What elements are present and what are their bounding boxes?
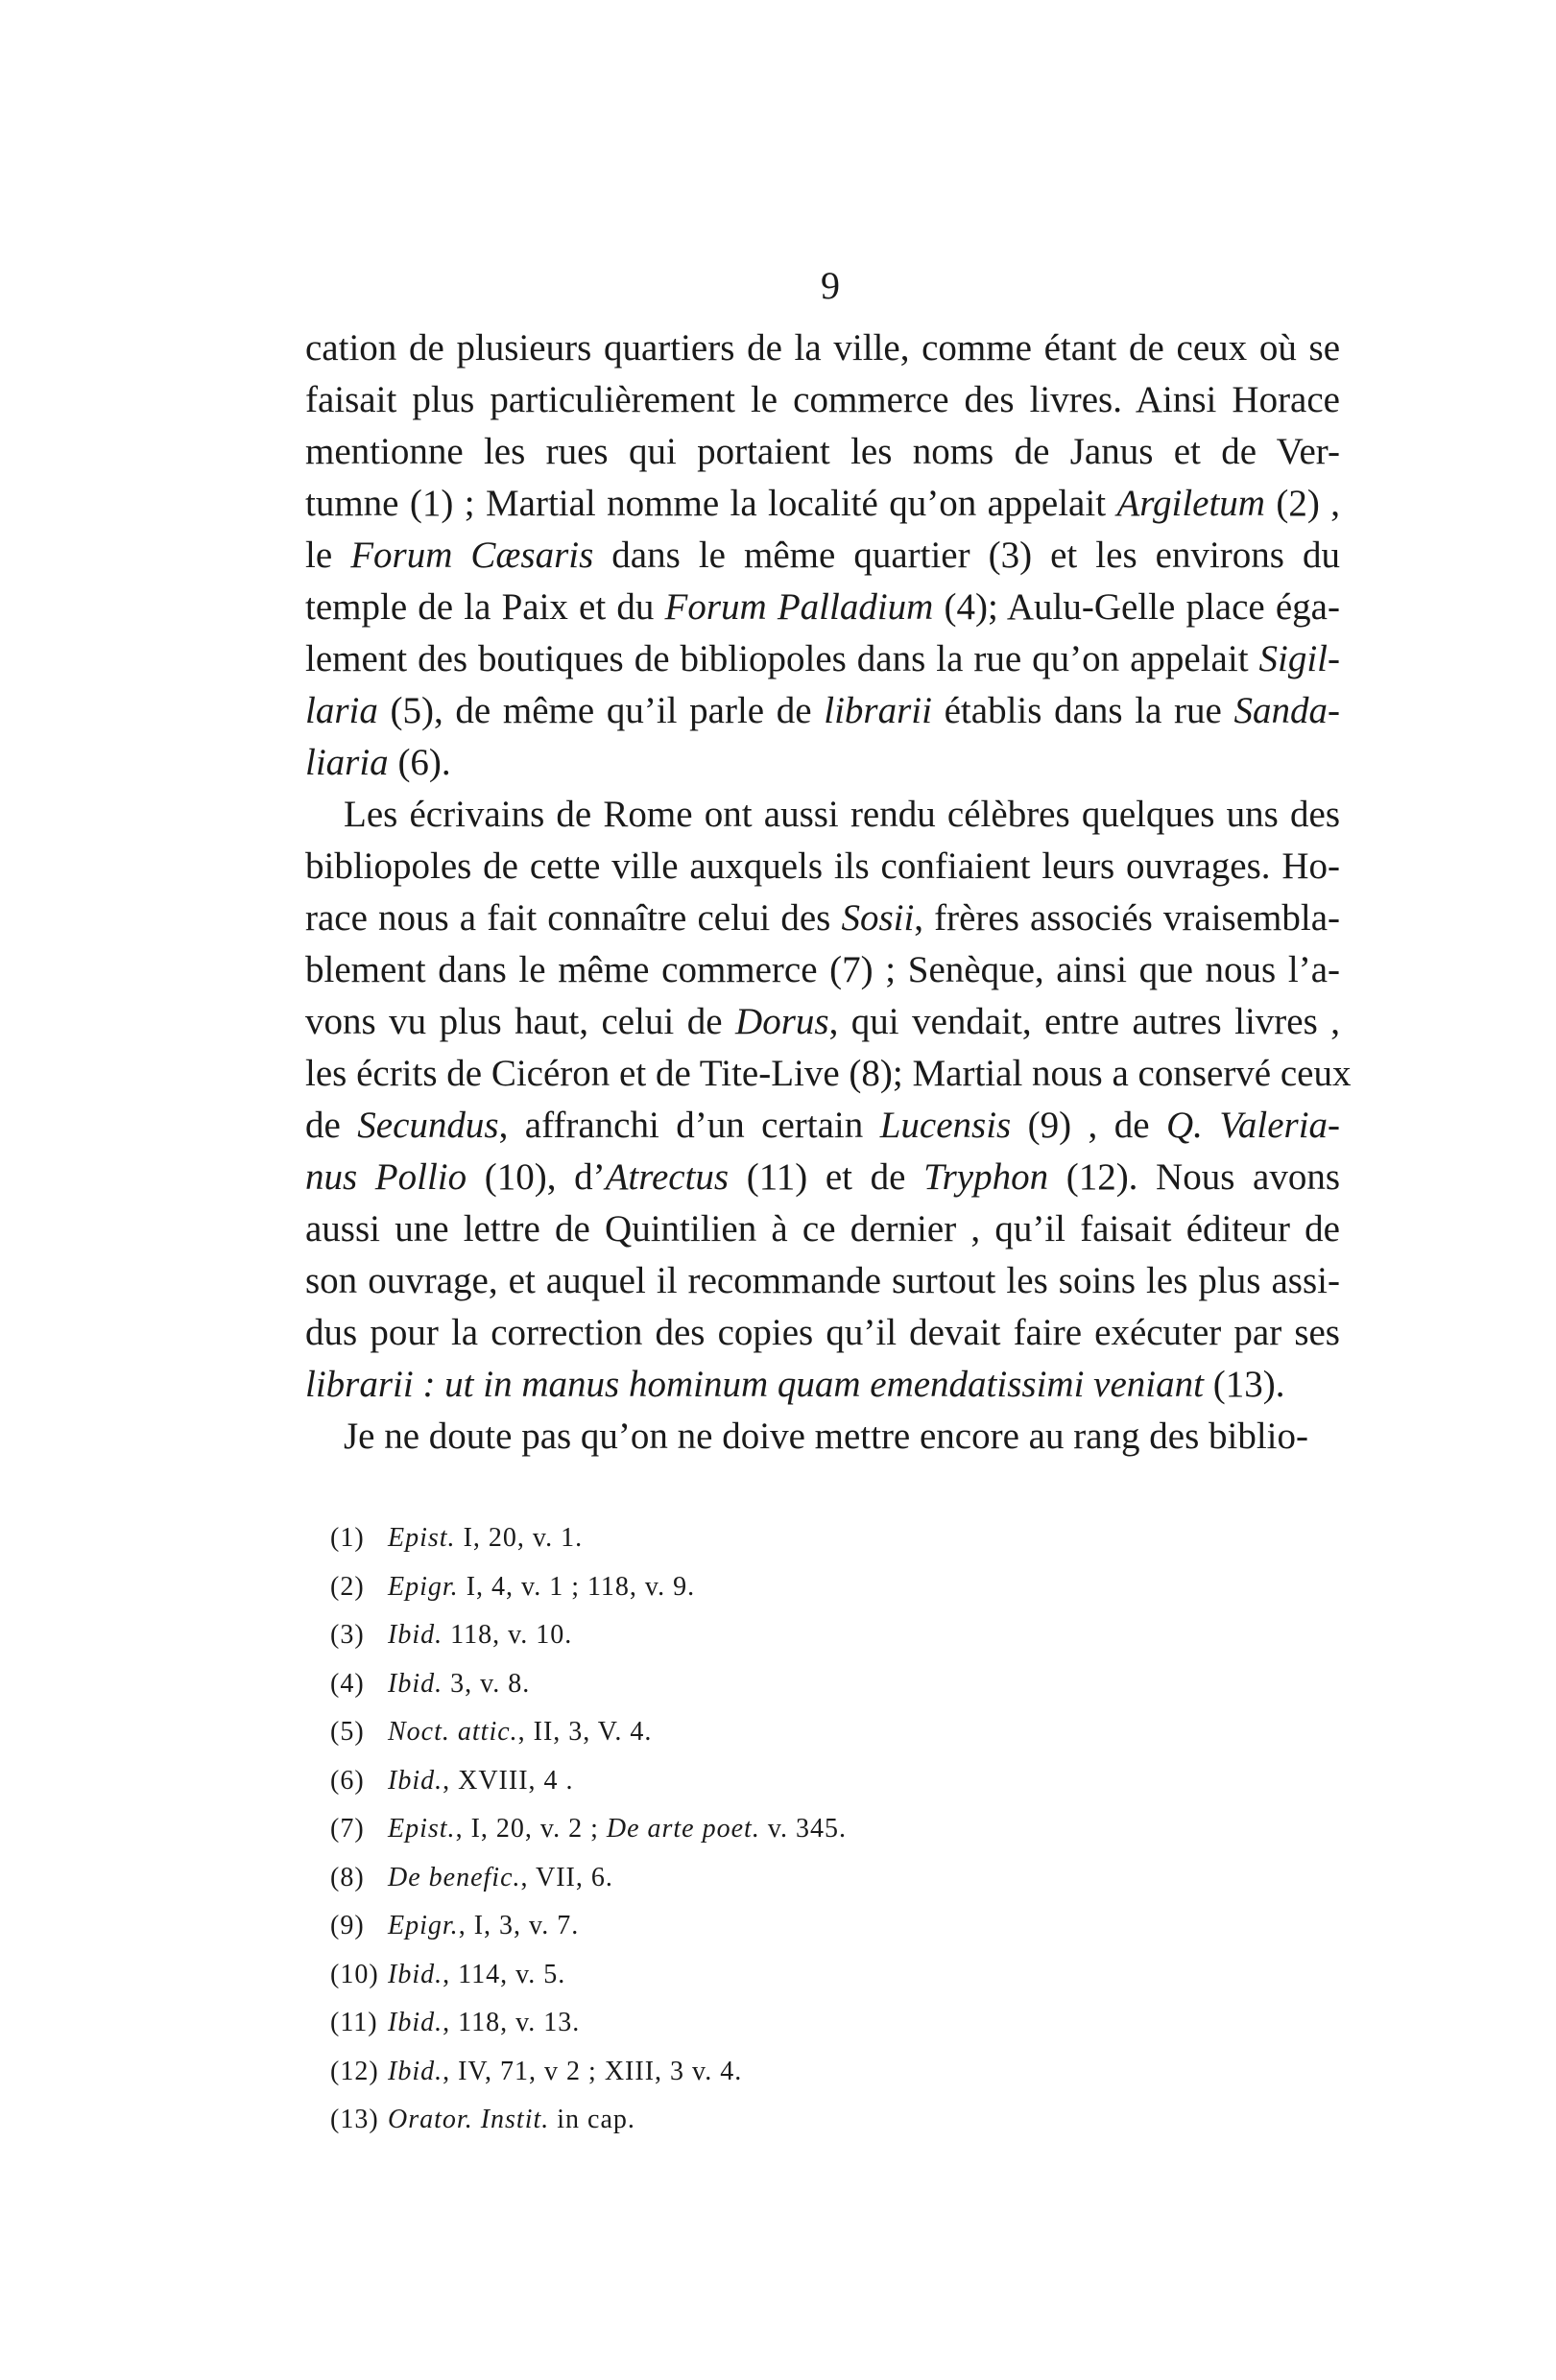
text-line: cation de plusieurs quartiers de la ville, comme étant de ceux où se bbox=[305, 327, 1340, 369]
text-line: librarii : ut in manus hominum quam emendatissimi veniant (13). bbox=[305, 1364, 1285, 1405]
text-line: bibliopoles de cette ville auxquels ils confiaient leurs ouvrages. Ho- bbox=[305, 845, 1340, 887]
page-number: 9 bbox=[821, 264, 840, 307]
footnote-reference: Ibid. bbox=[388, 2008, 443, 2037]
text-line: temple de la Paix et du Forum Palladium (4); Aulu-Gelle place éga- bbox=[305, 586, 1340, 628]
footnote-reference: Ibid. bbox=[388, 1668, 443, 1699]
footnote-citation: , 118, v. 13. bbox=[443, 2008, 581, 2037]
text-line: liaria (6). bbox=[305, 742, 451, 783]
footnote bbox=[330, 1611, 1002, 1660]
text-line: dus pour la correction des copies qu’il devait faire exécuter par ses bbox=[305, 1312, 1340, 1353]
body-text bbox=[305, 322, 1352, 1463]
footnote-citation: in cap. bbox=[549, 2105, 635, 2134]
footnote-citation: 118, v. 10. bbox=[443, 1620, 573, 1650]
footnote-citation: , IV, 71, v 2 ; XIII, 3 v. 4. bbox=[443, 2056, 743, 2086]
footnote bbox=[330, 1854, 1002, 1903]
footnote-citation: , XVIII, 4 . bbox=[443, 1765, 574, 1796]
text-line: son ouvrage, et auquel il recommande surtout les soins les plus assi- bbox=[305, 1260, 1340, 1301]
text-line: de Secundus, affranchi d’un certain Lucensis (9) , de Q. Valeria- bbox=[305, 1105, 1341, 1146]
text-line: les écrits de Cicéron et de Tite-Live (8); Martial nous a conservé ceux bbox=[305, 1053, 1352, 1094]
footnote-number: (4) bbox=[330, 1668, 365, 1699]
footnote bbox=[330, 2096, 1002, 2145]
footnote-reference: Epist. bbox=[388, 1523, 456, 1553]
footnote-reference: Ibid. bbox=[388, 1765, 443, 1796]
footnote-reference: Ibid. bbox=[388, 1959, 443, 1989]
footnote-reference: Orator. Instit. bbox=[388, 2105, 550, 2134]
footnote-citation: , II, 3, V. 4. bbox=[517, 1717, 653, 1747]
footnote-citation: 3, v. 8. bbox=[443, 1668, 531, 1699]
footnote bbox=[330, 1660, 1002, 1709]
footnote-number: (12) bbox=[330, 2056, 379, 2086]
footnote bbox=[330, 1757, 1002, 1806]
text-line: blement dans le même commerce (7) ; Senèque, ainsi que nous l’a- bbox=[305, 949, 1340, 990]
footnote bbox=[330, 1514, 1002, 1563]
text-line: Les écrivains de Rome ont aussi rendu célèbres quelques uns des bbox=[344, 794, 1340, 835]
footnote-number: (13) bbox=[330, 2105, 379, 2134]
footnote-reference: Epist. bbox=[388, 1814, 456, 1844]
text-line: nus Pollio (10), d’Atrectus (11) et de Tryphon (12). Nous avons bbox=[305, 1156, 1340, 1198]
footnotes bbox=[330, 1514, 1002, 2145]
text-line: race nous a fait connaître celui des Sosii, frères associés vraisembla- bbox=[305, 897, 1340, 939]
footnote-number: (5) bbox=[330, 1717, 365, 1747]
footnote-number: (2) bbox=[330, 1571, 365, 1602]
footnote-citation: , I, 3, v. 7. bbox=[458, 1911, 580, 1940]
footnote bbox=[330, 1999, 1002, 2048]
footnote-number: (8) bbox=[330, 1862, 365, 1892]
footnote-number: (7) bbox=[330, 1814, 365, 1844]
footnote bbox=[330, 1805, 1002, 1854]
footnote-reference: Ibid. bbox=[388, 2056, 443, 2086]
footnote-citation: I, 20, v. 1. bbox=[455, 1523, 584, 1553]
footnote bbox=[330, 2048, 1002, 2097]
footnote bbox=[330, 1563, 1002, 1612]
footnote-number: (3) bbox=[330, 1620, 365, 1650]
footnote bbox=[330, 1951, 1002, 2000]
footnote bbox=[330, 1902, 1002, 1951]
text-line: laria (5), de même qu’il parle de librarii établis dans la rue Sanda- bbox=[305, 690, 1341, 731]
text-line: tumne (1) ; Martial nomme la localité qu’on appelait Argiletum (2) , bbox=[305, 483, 1340, 524]
footnote-reference: De benefic. bbox=[388, 1862, 521, 1892]
footnote-citation: , 114, v. 5. bbox=[443, 1959, 566, 1989]
text-line: le Forum Cæsaris dans le même quartier (3) et les environs du bbox=[305, 535, 1340, 576]
text-line: lement des boutiques de bibliopoles dans la rue qu’on appelait Sigil- bbox=[305, 638, 1340, 679]
footnote-number: (11) bbox=[330, 2008, 378, 2037]
text-line: faisait plus particulièrement le commerce des livres. Ainsi Horace bbox=[305, 379, 1340, 420]
footnote bbox=[330, 1708, 1002, 1757]
footnote-reference: Epigr. bbox=[388, 1571, 459, 1602]
footnote-number: (6) bbox=[330, 1765, 365, 1796]
footnote-citation: I, 4, v. 1 ; 118, v. 9. bbox=[458, 1571, 696, 1602]
footnote-reference: Ibid. bbox=[388, 1620, 443, 1650]
footnote-number: (1) bbox=[330, 1523, 365, 1553]
text-line: mentionne les rues qui portaient les noms de Janus et de Ver- bbox=[305, 431, 1340, 472]
text-line: vons vu plus haut, celui de Dorus, qui vendait, entre autres livres , bbox=[305, 1001, 1340, 1042]
footnote-reference: Noct. attic. bbox=[388, 1717, 518, 1747]
text-line: Je ne doute pas qu’on ne doive mettre encore au rang des biblio- bbox=[344, 1416, 1308, 1457]
footnote-number: (9) bbox=[330, 1911, 365, 1940]
footnote-citation: , I, 20, v. 2 ; De arte poet. v. 345. bbox=[455, 1814, 848, 1844]
text-line: aussi une lettre de Quintilien à ce dernier , qu’il faisait éditeur de bbox=[305, 1208, 1340, 1250]
footnote-citation: , VII, 6. bbox=[520, 1862, 613, 1892]
footnote-reference: Epigr. bbox=[388, 1911, 459, 1940]
footnote-number: (10) bbox=[330, 1959, 379, 1989]
